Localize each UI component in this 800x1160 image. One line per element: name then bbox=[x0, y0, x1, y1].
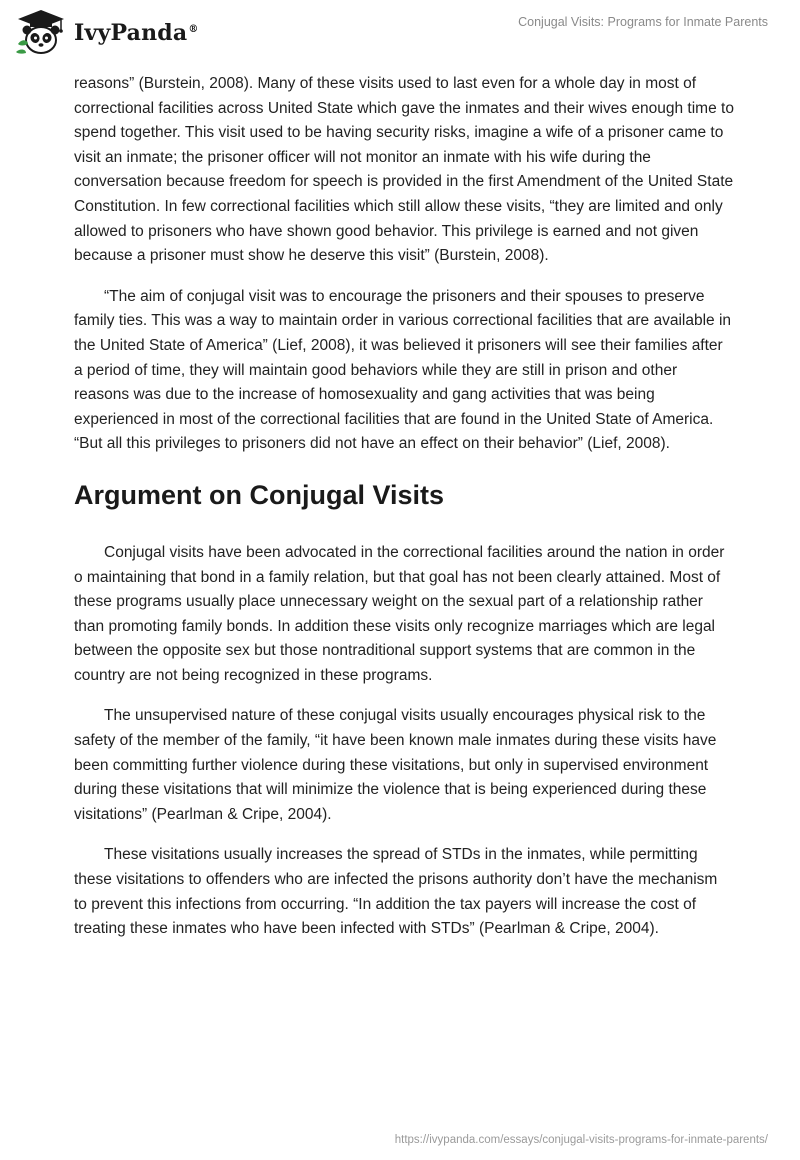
paragraph: reasons” (Burstein, 2008). Many of these visits used to last even for a whole day in most of correctional facilities across United State which gave the inmates and their wives enough time to spend together. This visit used to be having security risks, imagine a wife of a prisoner came to visit an inmate; the prisoner officer will not monitor an inmate with his wife during the conversation because freedom for speech is provided in the first Amendment of the United State Constitution. In few correctional facilities which still allow these visits, “they are limited and only allowed to prisoners who have shown good behavior. This privilege is earned and not given because a prisoner must show he deserve this visit” (Burstein, 2008). bbox=[74, 75, 734, 265]
brand-name bbox=[74, 20, 199, 46]
section-heading: Argument on Conjugal Visits bbox=[74, 479, 445, 510]
registered-mark: ® bbox=[188, 23, 199, 35]
paragraph: The unsupervised nature of these conjugal visits usually encourages physical risk to the safety of the member of the family, “it have been known male inmates during these visits have been committing further violence during these visitations, but only in supervised environment during these visitations that will minimize the violence that is being experienced during these visitations” (Pearlman & Cripe, 2004). bbox=[74, 707, 717, 823]
panda-graduate-icon bbox=[14, 8, 68, 58]
page-header bbox=[0, 0, 800, 70]
brand-name-text: IvyPanda bbox=[74, 20, 188, 46]
essay-content bbox=[74, 72, 734, 958]
ivypanda-logo[interactable] bbox=[14, 8, 199, 58]
paragraph: Conjugal visits have been advocated in the correctional facilities around the nation in order o maintaining that bond in a family relation, but that goal has not been clearly attained. Most of these programs usually place unnecessary weight on the sexual part of a relationship rather than promoting family bonds. In addition these visits only recognize marriages which are legal between the opposite sex but those nontraditional support systems that are common in the country are not being recognized in these programs. bbox=[74, 543, 725, 684]
paragraph: These visitations usually increases the spread of STDs in the inmates, while permitting these visitations to offenders who are infected the prisons authority don’t have the mechanism to prevent this infections from occurring. “In addition the tax payers will increase the cost of treating these inmates who have been infected with STDs” (Pearlman & Cripe, 2004). bbox=[74, 846, 718, 938]
paragraph: “The aim of conjugal visit was to encourage the prisoners and their spouses to preserve family ties. This was a way to maintain order in various correctional facilities that are available in the United State of America” (Lief, 2008), it was believed it prisoners will see their families after a period of time, they will maintain good behaviors while they are still in prison and other reasons was due to the increase of homosexuality and gang activities that was being experienced in most of the correctional facilities that are found in the United State of America. “But all this privileges to prisoners did not have an effect on their behavior” (Lief, 2008). bbox=[74, 287, 732, 453]
document-title: Conjugal Visits: Programs for Inmate Parents bbox=[518, 15, 768, 29]
source-url[interactable]: https://ivypanda.com/essays/conjugal-visits-programs-for-inmate-parents/ bbox=[394, 1134, 768, 1146]
